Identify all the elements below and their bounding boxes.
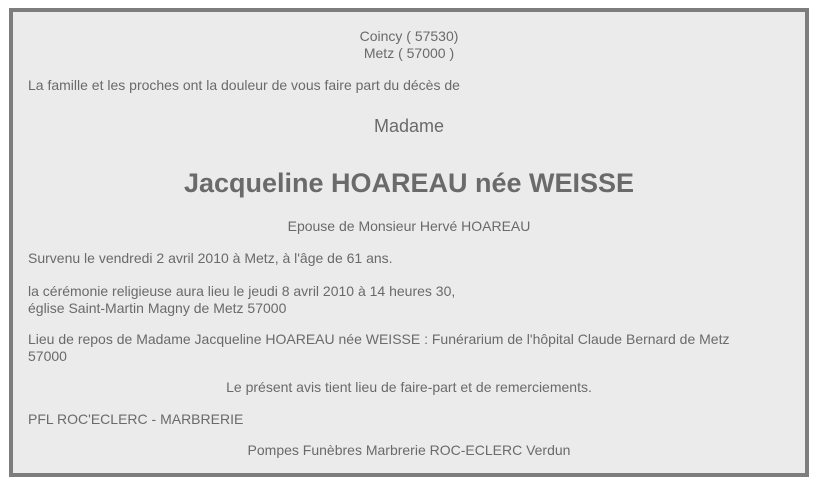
death-info: Survenu le vendredi 2 avril 2010 à Metz, à l'âge de 61 ans. [28, 250, 393, 266]
intro-text: La famille et les proches ont la douleur de vous faire part du décès de [28, 77, 460, 93]
ceremony-line-1: la cérémonie religieuse aura lieu le jeudi 8 avril 2010 à 14 heures 30, [28, 283, 456, 299]
spouse-line: Epouse de Monsieur Hervé HOAREAU [287, 218, 531, 234]
ceremony-line-2: église Saint-Martin Magny de Metz 57000 [28, 300, 287, 316]
salutation: Madame [373, 116, 445, 136]
rest-place-line-2: 57000 [28, 348, 67, 364]
closing-text: Le présent avis tient lieu de faire-part et de remerciements. [226, 379, 592, 395]
company-name: PFL ROC'ECLERC - MARBRERIE [28, 411, 244, 427]
deceased-name: Jacqueline HOAREAU née WEISSE [183, 168, 635, 198]
footer-text: Pompes Funèbres Marbrerie ROC-ECLERC Verdun [247, 442, 571, 458]
location-metz: Metz ( 57000 ) [363, 45, 455, 61]
obituary-notice [9, 8, 809, 477]
location-coincy: Coincy ( 57530) [359, 28, 459, 44]
rest-place-line-1: Lieu de repos de Madame Jacqueline HOAREAU née WEISSE : Funérarium de l'hôpital Claude Bernard de Metz [28, 331, 730, 347]
